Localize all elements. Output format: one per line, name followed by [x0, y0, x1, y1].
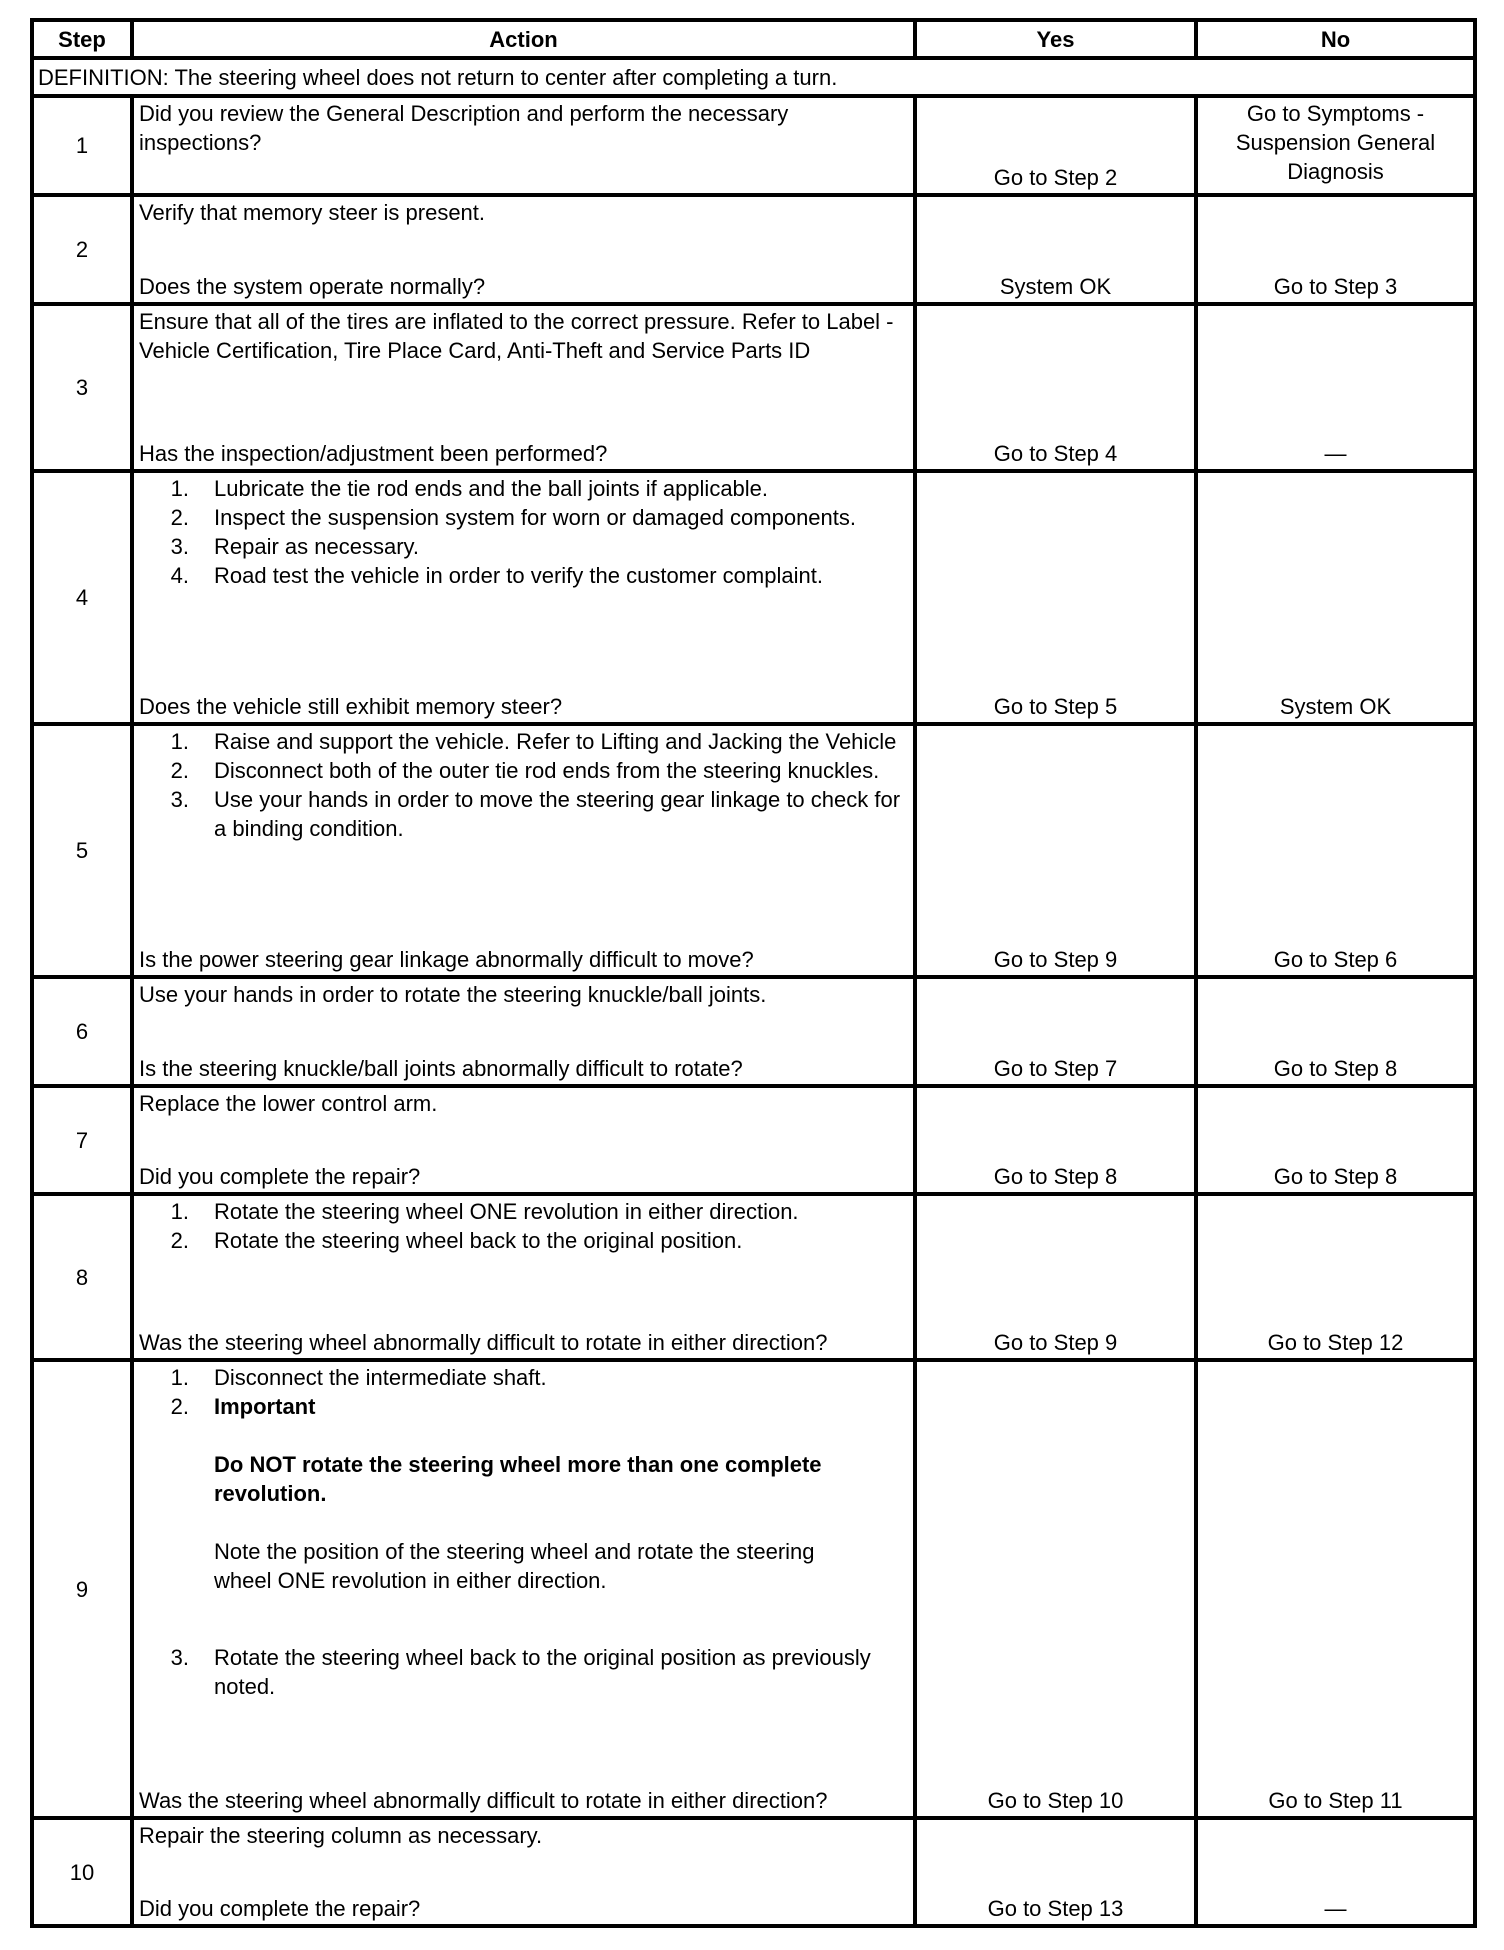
no-cell: [1196, 1360, 1475, 1818]
yes-cell: [915, 96, 1196, 195]
no-cell: [1196, 304, 1475, 471]
yes-cell: [915, 1360, 1196, 1818]
action-cell: [132, 1194, 915, 1360]
action-cell: [132, 304, 915, 471]
action-question: Was the steering wheel abnormally difficult to rotate in either direction?: [139, 1330, 828, 1355]
list-item: 1. Rotate the steering wheel ONE revolution in either direction.: [170, 1199, 799, 1224]
list-item: 2. Rotate the steering wheel back to the original position.: [170, 1228, 743, 1253]
list-item: 3. Rotate the steering wheel back to the original position as previously noted.: [170, 1645, 871, 1699]
yes-result: Go to Step 9: [993, 947, 1118, 972]
yes-result: Go to Step 7: [993, 1056, 1118, 1081]
yes-cell: [915, 977, 1196, 1086]
list-item: 2. Disconnect both of the outer tie rod ends from the steering knuckles.: [170, 758, 880, 783]
action-list: [139, 1197, 909, 1255]
step-number: 3: [32, 304, 132, 471]
table-row: [32, 1360, 1475, 1818]
step-number: 1: [32, 96, 132, 195]
header-yes: Yes: [915, 20, 1196, 58]
step-note: Note the position of the steering wheel and rotate the steering wheel ONE revolution in either direction.: [214, 1539, 815, 1593]
action-question: Did you complete the repair?: [139, 1164, 421, 1189]
list-item: 1. Raise and support the vehicle. Refer to Lifting and Jacking the Vehicle: [170, 729, 897, 754]
action-text: Verify that memory steer is present.: [139, 200, 486, 225]
header-no: No: [1196, 20, 1475, 58]
header-step: Step: [32, 20, 132, 58]
action-cell: [132, 471, 915, 724]
header-row: [32, 20, 1475, 58]
no-cell: [1196, 96, 1475, 195]
no-cell: [1196, 1194, 1475, 1360]
no-cell: [1196, 977, 1475, 1086]
no-result: —: [1324, 441, 1347, 466]
step-number: 4: [32, 471, 132, 724]
action-question: Was the steering wheel abnormally difficult to rotate in either direction?: [139, 1788, 828, 1813]
action-list: [139, 474, 909, 590]
action-question: Did you complete the repair?: [139, 1896, 421, 1921]
no-result: Go to Step 8: [1273, 1164, 1398, 1189]
list-item: 1. Disconnect the intermediate shaft.: [170, 1365, 547, 1390]
step-number: 10: [32, 1818, 132, 1926]
action-cell: [132, 724, 915, 977]
no-cell: [1196, 724, 1475, 977]
diagnostic-table: [30, 18, 1477, 1928]
no-result: Go to Step 6: [1273, 947, 1398, 972]
action-text: Replace the lower control arm.: [139, 1091, 438, 1116]
header-action: Action: [132, 20, 915, 58]
yes-cell: [915, 1818, 1196, 1926]
step-number: 7: [32, 1086, 132, 1194]
step-number: 8: [32, 1194, 132, 1360]
yes-cell: [915, 195, 1196, 304]
yes-result: Go to Step 9: [993, 1330, 1118, 1355]
list-item: 4. Road test the vehicle in order to verify the customer complaint.: [170, 563, 823, 588]
action-cell: [132, 1818, 915, 1926]
yes-cell: [915, 304, 1196, 471]
no-cell: [1196, 471, 1475, 724]
action-text: Did you review the General Description and perform the necessary inspections?: [139, 101, 789, 155]
yes-cell: [915, 1086, 1196, 1194]
action-text: Repair the steering column as necessary.: [139, 1823, 543, 1848]
definition-text: DEFINITION: The steering wheel does not return to center after completing a turn.: [32, 58, 1475, 96]
action-cell: [132, 195, 915, 304]
table-row: [32, 304, 1475, 471]
yes-result: Go to Step 4: [993, 441, 1118, 466]
action-cell: [132, 96, 915, 195]
list-item: 2. Inspect the suspension system for worn or damaged components.: [170, 505, 857, 530]
yes-cell: [915, 724, 1196, 977]
action-list: [139, 1643, 909, 1701]
no-result: Go to Step 12: [1267, 1330, 1404, 1355]
table-row: [32, 1818, 1475, 1926]
action-text: Use your hands in order to rotate the steering knuckle/ball joints.: [139, 982, 767, 1007]
list-item: 1. Lubricate the tie rod ends and the ball joints if applicable.: [170, 476, 769, 501]
yes-result: Go to Step 5: [993, 694, 1118, 719]
no-cell: [1196, 1086, 1475, 1194]
yes-result: System OK: [999, 274, 1112, 299]
yes-result: Go to Step 13: [987, 1896, 1124, 1921]
yes-cell: [915, 471, 1196, 724]
step-number: 9: [32, 1360, 132, 1818]
step-number: 2: [32, 195, 132, 304]
table-row: [32, 1086, 1475, 1194]
table-row: [32, 195, 1475, 304]
action-question: Is the steering knuckle/ball joints abnormally difficult to rotate?: [139, 1056, 743, 1081]
table-row: [32, 471, 1475, 724]
list-item: 2. Important: [139, 1392, 909, 1421]
important-label: Important: [214, 1394, 316, 1419]
yes-result: Go to Step 2: [993, 165, 1118, 190]
action-question: Does the system operate normally?: [139, 274, 486, 299]
action-question: Does the vehicle still exhibit memory steer?: [139, 694, 563, 719]
yes-cell: [915, 1194, 1196, 1360]
action-cell: [132, 1360, 915, 1818]
step-number: 6: [32, 977, 132, 1086]
important-warning: Do NOT rotate the steering wheel more than one complete revolution.: [214, 1452, 822, 1506]
no-result: Go to Symptoms - Suspension General Diagnosis: [1235, 101, 1436, 184]
definition-row: [32, 58, 1475, 96]
table-row: [32, 1194, 1475, 1360]
action-question: Is the power steering gear linkage abnormally difficult to move?: [139, 947, 754, 972]
table-row: [32, 724, 1475, 977]
step-number: 5: [32, 724, 132, 977]
action-question: Has the inspection/adjustment been performed?: [139, 441, 608, 466]
action-text: Ensure that all of the tires are inflated to the correct pressure. Refer to Label - Vehicle Certification, Tire Place Card, Anti-Theft and Service Parts ID: [139, 309, 894, 363]
no-result: Go to Step 3: [1273, 274, 1398, 299]
no-result: —: [1324, 1896, 1347, 1921]
action-list: [139, 727, 909, 843]
action-list: [139, 1363, 909, 1421]
list-item: 3. Use your hands in order to move the steering gear linkage to check for a binding condition.: [170, 787, 901, 841]
table-row: [32, 977, 1475, 1086]
action-cell: [132, 1086, 915, 1194]
table-row: [32, 96, 1475, 195]
no-cell: [1196, 195, 1475, 304]
yes-result: Go to Step 10: [987, 1788, 1124, 1813]
no-result: System OK: [1279, 694, 1392, 719]
no-result: Go to Step 8: [1273, 1056, 1398, 1081]
list-item: 3. Repair as necessary.: [170, 534, 420, 559]
no-result: Go to Step 11: [1268, 1788, 1403, 1813]
no-cell: [1196, 1818, 1475, 1926]
yes-result: Go to Step 8: [993, 1164, 1118, 1189]
action-cell: [132, 977, 915, 1086]
